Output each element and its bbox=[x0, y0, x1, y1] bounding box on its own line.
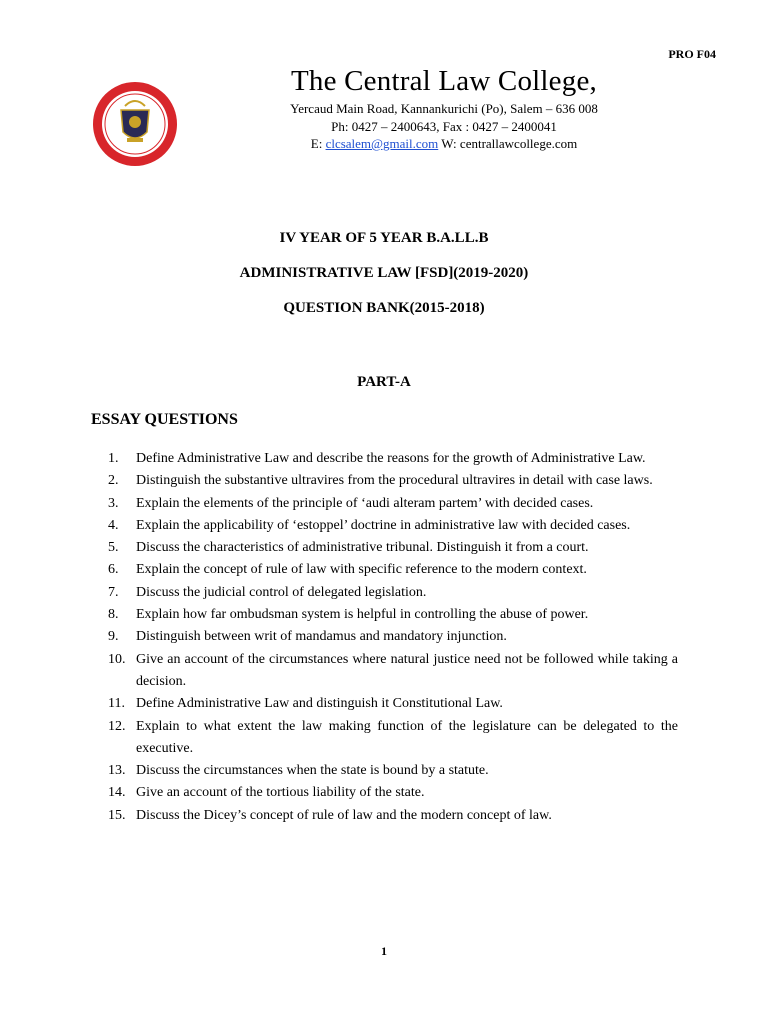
question-number: 9. bbox=[108, 629, 119, 645]
college-address: Yercaud Main Road, Kannankurichi (Po), Salem – 636 008 bbox=[290, 101, 598, 116]
question-item bbox=[108, 470, 678, 492]
question-text: Explain the elements of the principle of ‘audi alteram partem’ with decided cases. bbox=[136, 495, 594, 511]
question-text: Discuss the circumstances when the state is bound by a statute. bbox=[136, 763, 489, 779]
subject-title: ADMINISTRATIVE LAW [FSD](2019-2020) bbox=[239, 265, 529, 281]
question-text: Explain the applicability of ‘estoppel’ doctrine in administrative law with decided cases. bbox=[136, 517, 631, 533]
question-number: 10. bbox=[108, 651, 126, 667]
question-item bbox=[108, 805, 678, 827]
college-contact bbox=[200, 135, 688, 153]
question-number: 5. bbox=[108, 540, 119, 556]
website-label: W: bbox=[441, 136, 457, 151]
question-text: Give an account of the tortious liability of the state. bbox=[136, 785, 425, 801]
question-item bbox=[108, 760, 678, 782]
question-item bbox=[108, 537, 678, 559]
question-text: Discuss the Dicey’s concept of rule of law and the modern concept of law. bbox=[136, 807, 552, 823]
email-link[interactable]: clcsalem@gmail.com bbox=[325, 136, 439, 151]
question-text: Discuss the characteristics of administrative tribunal. Distinguish it from a court. bbox=[136, 540, 589, 556]
question-item bbox=[108, 649, 678, 694]
question-text: Give an account of the circumstances where natural justice need not be followed while taking a decision. bbox=[136, 651, 678, 689]
letterhead bbox=[200, 62, 688, 153]
question-item bbox=[108, 782, 678, 804]
website-text: centrallawcollege.com bbox=[459, 136, 578, 151]
question-text: Explain the concept of rule of law with specific reference to the modern context. bbox=[136, 562, 587, 578]
question-number: 6. bbox=[108, 562, 119, 578]
question-number: 14. bbox=[108, 785, 126, 801]
question-bank-title: QUESTION BANK(2015-2018) bbox=[283, 300, 485, 316]
form-code: PRO F04 bbox=[668, 47, 716, 61]
college-logo bbox=[91, 80, 179, 168]
question-number: 1. bbox=[108, 451, 119, 466]
question-number: 7. bbox=[108, 584, 119, 600]
part-heading: PART-A bbox=[357, 374, 411, 390]
question-item bbox=[108, 604, 678, 626]
question-item bbox=[108, 559, 678, 581]
question-text: Define Administrative Law and describe the reasons for the growth of Administrative Law. bbox=[136, 451, 646, 466]
course-title: IV YEAR OF 5 YEAR B.A.LL.B bbox=[279, 230, 489, 246]
question-number: 4. bbox=[108, 517, 119, 533]
question-item bbox=[108, 693, 678, 715]
question-item bbox=[108, 582, 678, 604]
question-number: 3. bbox=[108, 495, 119, 511]
question-text: Explain to what extent the law making function of the legislature can be delegated to the executive. bbox=[136, 718, 678, 756]
document-titles bbox=[0, 228, 768, 333]
question-text: Distinguish the substantive ultravires from the procedural ultravires in detail with case laws. bbox=[136, 473, 653, 489]
question-item bbox=[108, 448, 678, 470]
question-number: 12. bbox=[108, 718, 126, 734]
question-text: Define Administrative Law and distinguish it Constitutional Law. bbox=[136, 696, 503, 712]
question-text: Explain how far ombudsman system is helpful in controlling the abuse of power. bbox=[136, 607, 589, 623]
question-text: Discuss the judicial control of delegated legislation. bbox=[136, 584, 427, 600]
question-number: 15. bbox=[108, 807, 126, 823]
question-number: 2. bbox=[108, 473, 119, 489]
question-item bbox=[108, 626, 678, 648]
question-number: 8. bbox=[108, 607, 119, 623]
page-number: 1 bbox=[381, 944, 387, 958]
email-label: E: bbox=[310, 136, 323, 151]
question-number: 13. bbox=[108, 763, 126, 779]
college-phone-fax: Ph: 0427 – 2400643, Fax : 0427 – 2400041 bbox=[331, 118, 557, 134]
college-name: The Central Law College, bbox=[291, 65, 597, 97]
question-list bbox=[108, 448, 678, 827]
question-item bbox=[108, 493, 678, 515]
section-heading: ESSAY QUESTIONS bbox=[91, 411, 238, 428]
question-item bbox=[108, 716, 678, 761]
question-item bbox=[108, 515, 678, 537]
question-text: Distinguish between writ of mandamus and mandatory injunction. bbox=[136, 629, 507, 645]
question-number: 11. bbox=[108, 696, 125, 712]
